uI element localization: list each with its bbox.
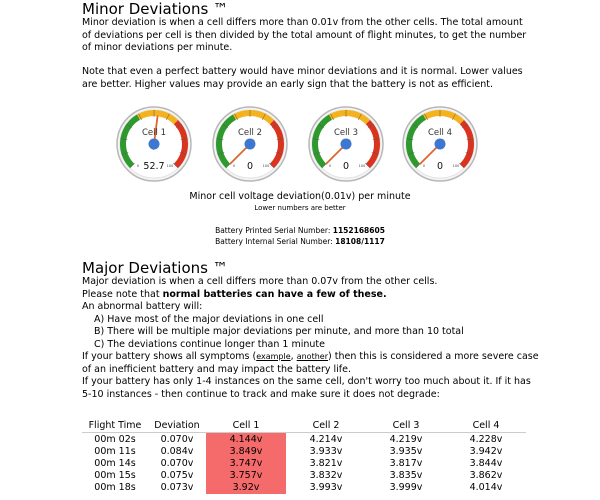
cell-3-voltage: 3.935v (389, 445, 423, 457)
cell-2-voltage: 3.821v (309, 457, 343, 469)
flight-time: 00m 18s (94, 482, 136, 494)
gauge-max-label: 100 (358, 164, 366, 168)
deviation: 0.084v (160, 445, 194, 457)
gauge-value: 52.7 (143, 161, 165, 172)
cell-4-voltage: 4.014v (469, 482, 503, 494)
table-row (82, 433, 526, 446)
gauge-min-label: 0 (422, 164, 426, 168)
cell-2-voltage: 4.214v (309, 433, 343, 445)
gauge-dial (400, 104, 480, 184)
cell-3-voltage: 4.219v (389, 433, 423, 445)
gauge-label: Cell 4 (428, 128, 452, 138)
cell-1-voltage: 3.757v (206, 470, 286, 482)
cell-4-voltage: 3.844v (469, 457, 503, 469)
normal-note-bold: normal batteries can have a few of these. (162, 288, 387, 300)
cell-2-voltage: 3.993v (309, 482, 343, 494)
deviation: 0.073v (160, 482, 194, 494)
cell-1-voltage: 3.849v (206, 445, 286, 457)
gauge-label: Cell 2 (238, 128, 262, 138)
flight-time: 00m 14s (94, 457, 136, 469)
symptom-b: B) There will be multiple major deviations per minute, and more than 10 total (94, 326, 464, 337)
table-row (82, 470, 526, 482)
gauge-hub (245, 139, 256, 150)
example-link[interactable]: example (256, 352, 291, 361)
gauge-max-label: 100 (262, 164, 270, 168)
gauge-subcaption: Lower numbers are better (254, 204, 346, 212)
cell-3-voltage: 3.835v (389, 470, 423, 482)
cell-1-voltage: 3.747v (206, 457, 286, 469)
table-row (82, 445, 526, 457)
cell-4-voltage: 4.228v (469, 433, 503, 445)
cell-1-voltage: 3.92v (206, 482, 286, 494)
deviation: 0.070v (160, 433, 194, 445)
minor-deviations-title: Minor Deviations ™ (82, 0, 229, 18)
cell-2-voltage: 3.832v (309, 470, 343, 482)
cell-3-voltage: 3.817v (389, 457, 423, 469)
gauge-label: Cell 1 (142, 128, 166, 138)
cell-4-voltage: 3.862v (469, 470, 503, 482)
table-row (82, 457, 526, 469)
major-line-2: Please note that normal batteries can have a few of these. (82, 288, 387, 300)
instances-note: If your battery has only 1-4 instances on the same cell, don't worry too much about it. If it has 5-10 instances - then continue to track and make sure it does not degrade: (82, 376, 531, 400)
internal-serial-label: Battery Internal Serial Number: (215, 237, 333, 246)
gauge-cell-4 (400, 104, 480, 184)
printed-serial (0, 226, 600, 235)
table-header-row (82, 419, 526, 433)
gauge-row (114, 104, 484, 184)
symptoms-note: If your battery shows all symptoms (example, another) then this is considered a more severe case of an inefficient battery and may impact the battery life. (82, 351, 539, 375)
cell-1-voltage: 4.144v (206, 433, 286, 446)
minor-note: Note that even a perfect battery would have minor deviations and it is normal. Lower values are better. Higher values may provide an early sign that the battery is not as efficient. (82, 66, 523, 90)
gauge-dial (306, 104, 386, 184)
gauge-value: 0 (246, 161, 254, 172)
gauge-dial (210, 104, 290, 184)
gauge-min-label: 0 (136, 164, 140, 168)
major-line-1: Major deviation is when a cell differs more than 0.07v from the other cells. (82, 276, 438, 287)
internal-serial-value: 18108/1117 (335, 237, 385, 246)
header-flight-time: Flight Time (82, 419, 148, 433)
cell-2-voltage: 3.933v (309, 445, 343, 457)
gauge-hub (149, 139, 160, 150)
header-deviation: Deviation (148, 419, 206, 433)
gauge-value: 0 (342, 161, 350, 172)
table-row (82, 482, 526, 494)
header-cell-3: Cell 3 (366, 419, 446, 433)
major-description (82, 276, 542, 401)
major-deviations-title: Major Deviations ™ (82, 259, 228, 277)
gauge-cell-2 (210, 104, 290, 184)
header-cell-2: Cell 2 (286, 419, 366, 433)
flight-time: 00m 02s (94, 433, 136, 445)
symptom-c: C) The deviations continue longer than 1 minute (94, 338, 325, 350)
header-cell-4: Cell 4 (446, 419, 526, 433)
gauge-cell-3 (306, 104, 386, 184)
printed-serial-value: 1152168605 (332, 226, 385, 235)
header-cell-1: Cell 1 (206, 419, 286, 433)
cell-3-voltage: 3.999v (389, 482, 423, 494)
gauge-min-label: 0 (328, 164, 332, 168)
internal-serial (0, 237, 600, 246)
gauge-caption: Minor cell voltage deviation(0.01v) per minute (189, 191, 411, 202)
cell-4-voltage: 3.942v (469, 445, 503, 457)
gauge-label: Cell 3 (334, 128, 358, 138)
gauge-cell-1 (114, 104, 194, 184)
symptom-a: A) Have most of the major deviations in one cell (94, 313, 324, 325)
gauge-max-label: 100 (452, 164, 460, 168)
minor-description: Minor deviation is when a cell differs more than 0.01v from the other cells. The total amount of deviations per cell is then divided by the total amount of flight minutes, to get the number of minor deviations per minute. (82, 17, 527, 53)
flight-time: 00m 11s (94, 445, 136, 457)
deviation: 0.070v (160, 457, 194, 469)
another-link[interactable]: another (296, 352, 328, 361)
gauge-min-label: 0 (232, 164, 236, 168)
gauge-hub (435, 139, 446, 150)
flight-time: 00m 15s (94, 470, 136, 482)
major-line-3: An abnormal battery will: (82, 301, 203, 312)
deviation: 0.075v (160, 470, 194, 482)
printed-serial-label: Battery Printed Serial Number: (215, 226, 331, 235)
deviation-table (82, 419, 526, 494)
gauge-hub (341, 139, 352, 150)
gauge-dial (114, 104, 194, 184)
gauge-value: 0 (436, 161, 444, 172)
gauge-max-label: 100 (166, 164, 174, 168)
